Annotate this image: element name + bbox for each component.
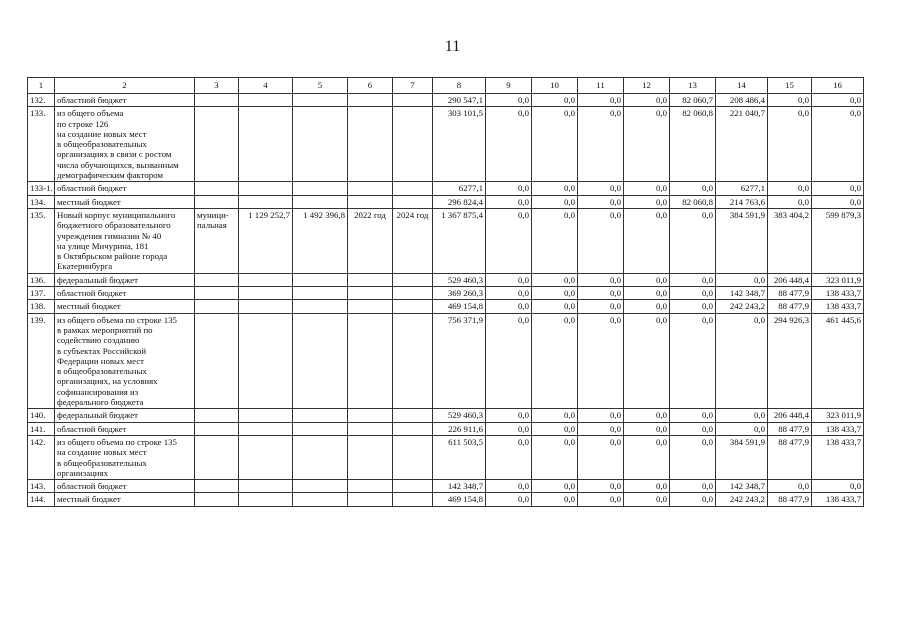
table-cell xyxy=(348,300,393,313)
table-cell: 469 154,8 xyxy=(433,300,486,313)
column-header: 9 xyxy=(486,78,532,94)
table-cell xyxy=(293,300,348,313)
table-cell: 0,0 xyxy=(578,287,624,300)
table-cell: 0,0 xyxy=(532,435,578,479)
table-cell: 0,0 xyxy=(716,273,768,286)
table-cell xyxy=(293,107,348,182)
table-cell: 0,0 xyxy=(578,208,624,273)
row-number-cell: 143. xyxy=(28,480,55,493)
table-row xyxy=(28,422,864,435)
table-cell: 0,0 xyxy=(532,287,578,300)
column-header: 1 xyxy=(28,78,55,94)
table-cell xyxy=(293,94,348,107)
table-cell xyxy=(393,422,433,435)
column-header: 4 xyxy=(239,78,293,94)
table-cell: 138 433,7 xyxy=(812,422,864,435)
table-cell: 0,0 xyxy=(624,94,670,107)
table-cell xyxy=(239,480,293,493)
table-cell xyxy=(239,422,293,435)
table-cell: 242 243,2 xyxy=(716,300,768,313)
table-cell: 0,0 xyxy=(578,273,624,286)
table-cell xyxy=(195,287,239,300)
table-cell: 369 260,3 xyxy=(433,287,486,300)
table-cell: 323 011,9 xyxy=(812,273,864,286)
table-cell: 88 477,9 xyxy=(768,300,812,313)
column-header: 2 xyxy=(55,78,195,94)
table-cell xyxy=(293,195,348,208)
column-header: 14 xyxy=(716,78,768,94)
table-row xyxy=(28,435,864,479)
row-name-cell: местный бюджет xyxy=(55,195,195,208)
table-cell: 529 460,3 xyxy=(433,409,486,422)
table-cell: 0,0 xyxy=(486,107,532,182)
table-cell xyxy=(239,94,293,107)
table-cell xyxy=(195,313,239,409)
table-cell: 0,0 xyxy=(532,409,578,422)
table-cell: 138 433,7 xyxy=(812,300,864,313)
table-cell: 208 486,4 xyxy=(716,94,768,107)
table-cell xyxy=(293,273,348,286)
table-cell xyxy=(393,300,433,313)
table-cell: 0,0 xyxy=(486,300,532,313)
table-cell xyxy=(195,435,239,479)
column-header: 13 xyxy=(670,78,716,94)
table-cell: 0,0 xyxy=(578,182,624,195)
table-row xyxy=(28,493,864,506)
table-row xyxy=(28,195,864,208)
table-cell: 0,0 xyxy=(578,422,624,435)
table-cell: 0,0 xyxy=(670,313,716,409)
table-cell: 138 433,7 xyxy=(812,435,864,479)
table-cell: 0,0 xyxy=(532,273,578,286)
row-number-cell: 135. xyxy=(28,208,55,273)
table-cell: 303 101,5 xyxy=(433,107,486,182)
row-name-cell: областной бюджет xyxy=(55,422,195,435)
table-cell: 0,0 xyxy=(486,480,532,493)
table-cell: 0,0 xyxy=(670,182,716,195)
table-cell: 0,0 xyxy=(532,107,578,182)
table-cell: 0,0 xyxy=(578,409,624,422)
table-cell: 0,0 xyxy=(624,273,670,286)
table-cell: 6277,1 xyxy=(716,182,768,195)
table-cell: 206 448,4 xyxy=(768,409,812,422)
table-cell xyxy=(239,107,293,182)
table-cell xyxy=(195,409,239,422)
table-cell: 611 503,5 xyxy=(433,435,486,479)
table-cell: 383 404,2 xyxy=(768,208,812,273)
table-cell: 1 367 875,4 xyxy=(433,208,486,273)
table-cell: 0,0 xyxy=(768,94,812,107)
table-cell xyxy=(195,107,239,182)
table-cell: 214 763,6 xyxy=(716,195,768,208)
table-cell: 0,0 xyxy=(716,422,768,435)
table-cell xyxy=(195,94,239,107)
table-cell: 2024 год xyxy=(393,208,433,273)
table-row xyxy=(28,208,864,273)
table-cell xyxy=(348,195,393,208)
table-cell: 0,0 xyxy=(486,435,532,479)
table-cell: 0,0 xyxy=(486,208,532,273)
table-cell: 1 129 252,7 xyxy=(239,208,293,273)
row-name-cell: областной бюджет xyxy=(55,94,195,107)
table-cell: 0,0 xyxy=(670,208,716,273)
table-cell: 0,0 xyxy=(812,182,864,195)
row-number-cell: 133. xyxy=(28,107,55,182)
table-cell xyxy=(239,273,293,286)
table-cell: 0,0 xyxy=(812,480,864,493)
table-row xyxy=(28,182,864,195)
page-number: 11 xyxy=(444,38,461,55)
row-number-cell: 142. xyxy=(28,435,55,479)
table-cell: 0,0 xyxy=(532,94,578,107)
table-cell: 0,0 xyxy=(578,300,624,313)
table-cell xyxy=(393,107,433,182)
table-cell: 82 060,7 xyxy=(670,94,716,107)
table-cell xyxy=(293,480,348,493)
table-cell: 599 879,3 xyxy=(812,208,864,273)
table-cell: 756 371,9 xyxy=(433,313,486,409)
table-row xyxy=(28,313,864,409)
table-cell xyxy=(393,435,433,479)
column-header: 3 xyxy=(195,78,239,94)
table-cell: 323 011,9 xyxy=(812,409,864,422)
table-cell xyxy=(239,313,293,409)
table-cell: 226 911,6 xyxy=(433,422,486,435)
row-name-cell: областной бюджет xyxy=(55,287,195,300)
table-cell xyxy=(239,182,293,195)
column-header: 6 xyxy=(348,78,393,94)
table-cell: 142 348,7 xyxy=(433,480,486,493)
table-cell: 0,0 xyxy=(486,313,532,409)
table-cell xyxy=(239,287,293,300)
table-cell: 384 591,9 xyxy=(716,208,768,273)
table-cell: 0,0 xyxy=(532,480,578,493)
table-cell: 461 445,6 xyxy=(812,313,864,409)
table-cell xyxy=(293,182,348,195)
table-cell: 0,0 xyxy=(532,182,578,195)
row-name-cell: местный бюджет xyxy=(55,300,195,313)
table-cell: 0,0 xyxy=(768,107,812,182)
table-cell: 0,0 xyxy=(624,435,670,479)
table-cell: 0,0 xyxy=(624,480,670,493)
table-cell: 0,0 xyxy=(670,422,716,435)
table-cell: 0,0 xyxy=(624,107,670,182)
table-cell: 0,0 xyxy=(578,435,624,479)
table-row xyxy=(28,94,864,107)
table-cell: 6277,1 xyxy=(433,182,486,195)
table-cell: 0,0 xyxy=(578,107,624,182)
row-name-cell: из общего объема по строке 135 на создание новых мест в общеобразовательных организациях xyxy=(55,435,195,479)
table-cell: 290 547,1 xyxy=(433,94,486,107)
table-cell xyxy=(239,493,293,506)
table-cell: 88 477,9 xyxy=(768,287,812,300)
table-cell xyxy=(348,422,393,435)
table-cell xyxy=(348,287,393,300)
table-cell: 0,0 xyxy=(578,493,624,506)
table-cell: 0,0 xyxy=(670,493,716,506)
table-cell: 88 477,9 xyxy=(768,435,812,479)
table-cell: 0,0 xyxy=(670,435,716,479)
table-cell: 529 460,3 xyxy=(433,273,486,286)
table-cell: 82 060,8 xyxy=(670,107,716,182)
table-cell: 0,0 xyxy=(670,300,716,313)
table-cell: 0,0 xyxy=(578,313,624,409)
table-cell: 0,0 xyxy=(486,422,532,435)
table-row xyxy=(28,480,864,493)
table-cell xyxy=(239,195,293,208)
table-cell: 0,0 xyxy=(624,422,670,435)
table-cell xyxy=(293,422,348,435)
table-cell: 384 591,9 xyxy=(716,435,768,479)
table-cell: 0,0 xyxy=(670,287,716,300)
table-cell: 0,0 xyxy=(670,409,716,422)
table-cell: 1 492 396,8 xyxy=(293,208,348,273)
table-cell: 0,0 xyxy=(486,195,532,208)
table-cell: 88 477,9 xyxy=(768,493,812,506)
table-cell: 138 433,7 xyxy=(812,493,864,506)
table-cell xyxy=(348,107,393,182)
table-cell: 0,0 xyxy=(812,107,864,182)
table-cell: 0,0 xyxy=(670,480,716,493)
table-cell xyxy=(195,300,239,313)
table-cell xyxy=(293,493,348,506)
table-cell: 0,0 xyxy=(532,208,578,273)
table-cell xyxy=(393,287,433,300)
row-number-cell: 138. xyxy=(28,300,55,313)
table-cell: 294 926,3 xyxy=(768,313,812,409)
row-name-cell: федеральный бюджет xyxy=(55,409,195,422)
table-cell xyxy=(195,195,239,208)
table-cell xyxy=(239,435,293,479)
row-name-cell: федеральный бюджет xyxy=(55,273,195,286)
table-cell xyxy=(195,493,239,506)
table-cell: 0,0 xyxy=(768,480,812,493)
table-cell xyxy=(348,409,393,422)
table-cell xyxy=(293,313,348,409)
table-cell xyxy=(239,409,293,422)
table-cell: 0,0 xyxy=(716,409,768,422)
table-cell xyxy=(393,182,433,195)
row-name-cell: из общего объема по строке 135 в рамках мероприятий по содействию созданию в субъектах Российской Федерации новых мест в общеобразовательных организациях, на условиях софинансирования из федерального бюджета xyxy=(55,313,195,409)
table-cell: 206 448,4 xyxy=(768,273,812,286)
table-cell: 0,0 xyxy=(624,287,670,300)
column-header: 16 xyxy=(812,78,864,94)
row-number-cell: 133-1. xyxy=(28,182,55,195)
table-cell: 0,0 xyxy=(532,493,578,506)
table-cell: 142 348,7 xyxy=(716,287,768,300)
table-cell: 0,0 xyxy=(624,409,670,422)
table-cell: 0,0 xyxy=(486,182,532,195)
table-cell: 0,0 xyxy=(578,195,624,208)
table-cell: 0,0 xyxy=(812,94,864,107)
row-number-cell: 137. xyxy=(28,287,55,300)
table-cell xyxy=(393,409,433,422)
row-number-cell: 136. xyxy=(28,273,55,286)
column-header: 7 xyxy=(393,78,433,94)
table-cell: 82 060,8 xyxy=(670,195,716,208)
table-cell xyxy=(393,94,433,107)
header-row xyxy=(28,78,864,94)
table-cell: 469 154,8 xyxy=(433,493,486,506)
table-cell: 142 348,7 xyxy=(716,480,768,493)
table-cell: 88 477,9 xyxy=(768,422,812,435)
table-cell: 0,0 xyxy=(486,287,532,300)
table-cell xyxy=(393,313,433,409)
table-row xyxy=(28,300,864,313)
table-cell: 2022 год xyxy=(348,208,393,273)
table-cell: 0,0 xyxy=(768,182,812,195)
table-cell xyxy=(293,287,348,300)
table-row xyxy=(28,287,864,300)
table-cell xyxy=(348,493,393,506)
table-cell xyxy=(348,273,393,286)
table-cell: 0,0 xyxy=(624,182,670,195)
row-name-cell: местный бюджет xyxy=(55,493,195,506)
row-number-cell: 134. xyxy=(28,195,55,208)
table-cell xyxy=(348,435,393,479)
column-header: 5 xyxy=(293,78,348,94)
table-cell: 0,0 xyxy=(486,273,532,286)
row-number-cell: 144. xyxy=(28,493,55,506)
table-cell: 0,0 xyxy=(812,195,864,208)
table-cell: 0,0 xyxy=(578,480,624,493)
table-cell: 0,0 xyxy=(532,313,578,409)
table-cell: 0,0 xyxy=(624,493,670,506)
table-cell: 0,0 xyxy=(716,313,768,409)
table-cell xyxy=(195,480,239,493)
row-number-cell: 140. xyxy=(28,409,55,422)
table-row xyxy=(28,107,864,182)
row-number-cell: 139. xyxy=(28,313,55,409)
table-cell xyxy=(348,182,393,195)
table-cell xyxy=(293,409,348,422)
table-cell: 0,0 xyxy=(624,208,670,273)
column-header: 15 xyxy=(768,78,812,94)
table-cell xyxy=(239,300,293,313)
table-cell xyxy=(393,195,433,208)
column-header: 12 xyxy=(624,78,670,94)
table-cell: 296 824,4 xyxy=(433,195,486,208)
table-cell: муници- пальная xyxy=(195,208,239,273)
budget-table xyxy=(27,77,864,507)
table-row xyxy=(28,409,864,422)
table-cell xyxy=(348,313,393,409)
table-cell xyxy=(195,182,239,195)
table-cell: 0,0 xyxy=(532,300,578,313)
table-cell: 0,0 xyxy=(486,493,532,506)
table-cell: 242 243,2 xyxy=(716,493,768,506)
table-cell: 0,0 xyxy=(624,195,670,208)
row-number-cell: 141. xyxy=(28,422,55,435)
table-row xyxy=(28,273,864,286)
row-name-cell: областной бюджет xyxy=(55,480,195,493)
table-cell: 221 040,7 xyxy=(716,107,768,182)
table-cell: 0,0 xyxy=(532,195,578,208)
row-name-cell: из общего объема по строке 126 на создание новых мест в общеобразовательных организациях в связи с ростом числа обучающихся, вызванным демографическим фактором xyxy=(55,107,195,182)
table-cell xyxy=(348,480,393,493)
table-cell: 0,0 xyxy=(486,409,532,422)
table-body xyxy=(28,94,864,507)
table-cell: 0,0 xyxy=(624,300,670,313)
table-cell: 0,0 xyxy=(486,94,532,107)
table-cell xyxy=(393,480,433,493)
table-cell: 0,0 xyxy=(624,313,670,409)
column-header: 10 xyxy=(532,78,578,94)
table-cell xyxy=(393,273,433,286)
table-cell xyxy=(293,435,348,479)
table-cell xyxy=(348,94,393,107)
table-cell xyxy=(195,422,239,435)
table-cell: 0,0 xyxy=(768,195,812,208)
table-cell xyxy=(393,493,433,506)
row-number-cell: 132. xyxy=(28,94,55,107)
column-header: 11 xyxy=(578,78,624,94)
table-cell: 138 433,7 xyxy=(812,287,864,300)
table-cell: 0,0 xyxy=(532,422,578,435)
table-cell: 0,0 xyxy=(670,273,716,286)
table-cell: 0,0 xyxy=(578,94,624,107)
table-cell xyxy=(195,273,239,286)
column-header: 8 xyxy=(433,78,486,94)
row-name-cell: областной бюджет xyxy=(55,182,195,195)
row-name-cell: Новый корпус муниципального бюджетного образовательного учреждения гимназии № 40 на улице Мичурина, 181 в Октябрьском районе города Екатеринбурга xyxy=(55,208,195,273)
